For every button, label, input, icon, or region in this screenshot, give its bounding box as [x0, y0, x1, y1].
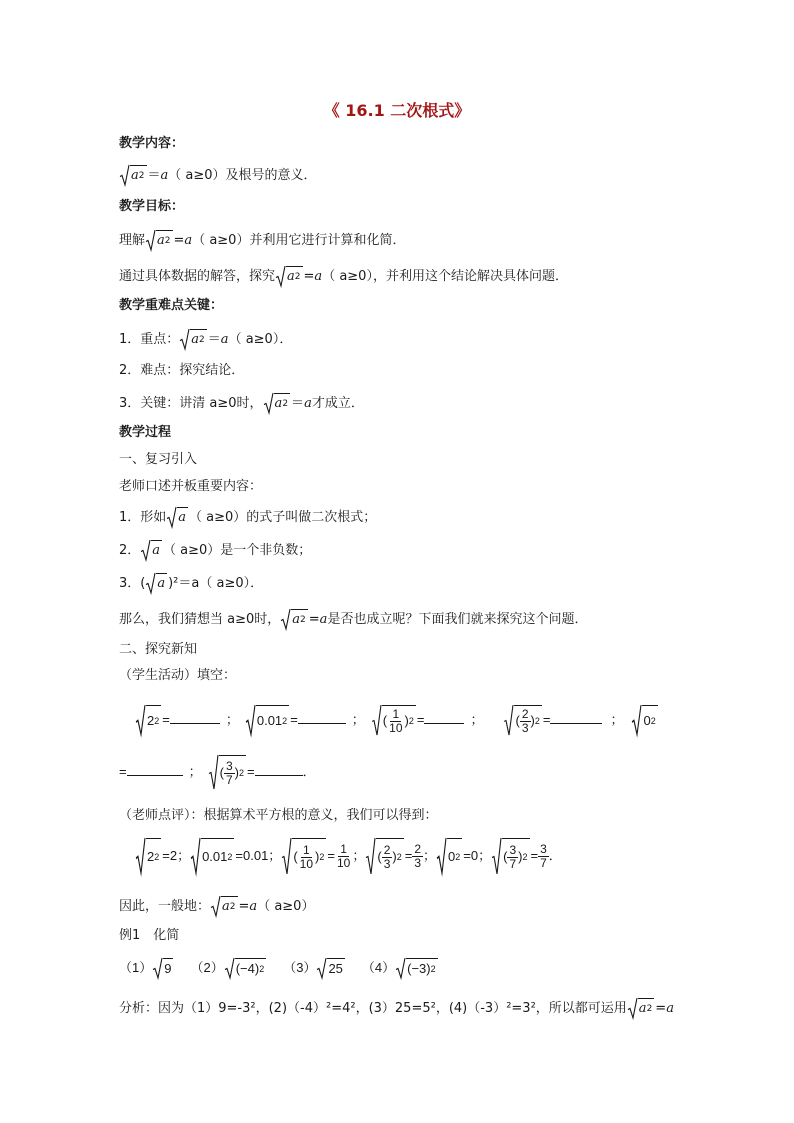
sqrt-expression: 0.01 2 [191, 838, 234, 875]
sqrt-expression: ( $\frac{2}{3}$ ) 2 [504, 705, 541, 736]
review-heading: 一、复习引入 [119, 452, 198, 467]
radical-sign-icon [282, 838, 292, 875]
radical-sign-icon [276, 266, 286, 287]
blank-row-1: 2 2 = ； 0.01 2 = ； ( $\frac{1}{10}$ ) 2 = ； ( $\frac{2}{3}$ ) 2 = ； 0 2 [135, 705, 659, 736]
sqrt-expression: (−3) 2 [396, 958, 438, 979]
radical-sign-icon [136, 838, 146, 875]
key-3: 3．关键：讲清 a≥0时， a 2 ＝a才成立． [119, 393, 364, 414]
sqrt-expression: a 2 [264, 393, 291, 414]
fraction: $\frac{1}{10}$ [389, 706, 403, 735]
sqrt-expression: a 2 [146, 230, 173, 251]
blank-5[interactable] [127, 763, 183, 776]
sqrt-expression: a 2 [281, 609, 308, 630]
radical-sign-icon [372, 705, 382, 736]
radical-sign-icon [167, 507, 177, 528]
radical-sign-icon [632, 705, 642, 736]
radical-sign-icon [281, 609, 291, 630]
sqrt-a2: a 2 [120, 165, 147, 186]
key-1: 1．重点： a 2 ＝a（ a≥0）． [119, 329, 292, 350]
fraction: $\frac{3}{7}$ [509, 842, 517, 871]
sqrt-expression: ( $\frac{2}{3}$ ) 2 [366, 838, 403, 875]
key-heading: 教学重难点关键： [119, 298, 224, 313]
radical-sign-icon [628, 998, 638, 1019]
sqrt-expression: 0.01 2 [246, 705, 289, 736]
radical-sign-icon [211, 896, 221, 917]
goal-line-2: 通过具体数据的解答，探究 a 2 =a（ a≥0），并利用这个结论解决具体问题． [119, 266, 568, 287]
radical-sign-icon [492, 838, 502, 875]
blank-4[interactable] [550, 711, 602, 724]
sqrt-expression: a 2 [276, 266, 303, 287]
radical-sign-icon [246, 705, 256, 736]
sqrt-expression: 0 2 [632, 705, 657, 736]
radical-sign-icon [264, 393, 274, 414]
sqrt-expression: a [146, 573, 167, 594]
sqrt-expression: ( $\frac{1}{10}$ ) 2 [372, 705, 416, 736]
fraction: $\frac{3}{7}$ [225, 758, 233, 787]
example-items: （1） 9 （2） (−4) 2 （3） 25 （4） (−3) 2 [119, 958, 439, 979]
radical-sign-icon [180, 329, 190, 350]
fraction: $\frac{2}{3}$ [383, 842, 391, 871]
fraction: $\frac{2}{3}$ [414, 842, 422, 871]
goal-heading: 教学目标： [119, 199, 185, 214]
radical-sign-icon [209, 755, 219, 790]
sqrt-expression: a 2 [180, 329, 207, 350]
radical-sign-icon [146, 230, 156, 251]
review-2: 2． a （ a≥0）是一个非负数； [119, 540, 311, 561]
fraction: $\frac{2}{3}$ [521, 706, 529, 735]
review-intro: 老师口述并板重要内容： [119, 479, 263, 494]
review-3: 3．( a )²＝a（ a≥0）． [119, 573, 263, 594]
sqrt-expression: 25 [317, 958, 344, 979]
fraction: $\frac{1}{10}$ [299, 842, 314, 871]
sqrt-expression: ( $\frac{1}{10}$ ) 2 [282, 838, 326, 875]
radical-sign-icon [136, 705, 146, 736]
content-heading: 教学内容： [119, 136, 185, 151]
fraction: $\frac{1}{10}$ [336, 842, 351, 871]
blank-2[interactable] [298, 711, 346, 724]
fraction: $\frac{3}{7}$ [540, 842, 547, 871]
sqrt-expression: 9 [153, 958, 173, 979]
process-heading: 教学过程 [119, 425, 172, 440]
radical-sign-icon [317, 958, 327, 979]
sqrt-expression: 2 2 [136, 838, 161, 875]
radical-sign-icon [225, 958, 235, 979]
sqrt-expression: a 2 [628, 998, 655, 1019]
radical-sign-icon [504, 705, 514, 736]
blank-3[interactable] [424, 711, 464, 724]
activity-label: （学生活动）填空： [119, 668, 237, 683]
blank-row-2: = ； ( $\frac{3}{7}$ ) 2 = ． [119, 755, 316, 790]
review-1: 1．形如 a （ a≥0）的式子叫做二次根式； [119, 507, 376, 528]
blank-1[interactable] [170, 711, 220, 724]
radical-sign-icon [437, 838, 447, 875]
example-title: 例1 化简 [119, 928, 180, 943]
sqrt-expression: a [141, 540, 162, 561]
goal-line-1: 理解 a 2 =a（ a≥0）并利用它进行计算和化简． [119, 230, 405, 251]
radical-sign-icon [366, 838, 376, 875]
sqrt-expression: (−4) 2 [225, 958, 267, 979]
explore-heading: 二、探究新知 [119, 642, 198, 657]
sqrt-expression: ( $\frac{3}{7}$ ) 2 [209, 755, 246, 790]
comment-line: （老师点评）：根据算术平方根的意义，我们可以得到： [119, 808, 438, 823]
radical-sign-icon [146, 573, 156, 594]
radical-sign-icon [120, 165, 130, 186]
general-line: 因此，一般地： a 2 =a（ a≥0） [119, 896, 314, 917]
sqrt-expression: ( $\frac{3}{7}$ ) 2 [492, 838, 529, 875]
sqrt-expression: 2 2 [136, 705, 161, 736]
sqrt-expression: 0 2 [437, 838, 462, 875]
key-2: 2．难点：探究结论． [119, 363, 245, 378]
radical-sign-icon [191, 838, 201, 875]
sqrt-expression: a 2 [211, 896, 238, 917]
radical-sign-icon [153, 958, 163, 979]
blank-6[interactable] [255, 763, 303, 776]
radical-sign-icon [141, 540, 151, 561]
content-line: a 2 ＝a（ a≥0）及根号的意义． [119, 165, 317, 186]
radical-sign-icon [396, 958, 406, 979]
guess-line: 那么，我们猜想当 a≥0时， a 2 =a是否也成立呢？下面我们就来探究这个问题． [119, 609, 587, 630]
page-title: 《 16.1 二次根式》 [323, 101, 471, 120]
analysis-line: 分析：因为（1）9=-3²，(2)（-4）²=4²，(3）25=5²，(4)（-3）²=3²，所以都可运用 a 2 =a [119, 998, 674, 1019]
sqrt-expression: a [167, 507, 188, 528]
results-row: 2 2 =2； 0.01 2 =0.01； ( $\frac{1}{10}$ ) 2 = $\frac{1}{10}$ ； ( $\frac{2}{3}$ ) 2 = $\frac{2}{3}$ ； 0 2 =0； ( $\frac{3}{7}$ ) 2 = $\frac{3}{7}$ ． [135, 838, 562, 875]
